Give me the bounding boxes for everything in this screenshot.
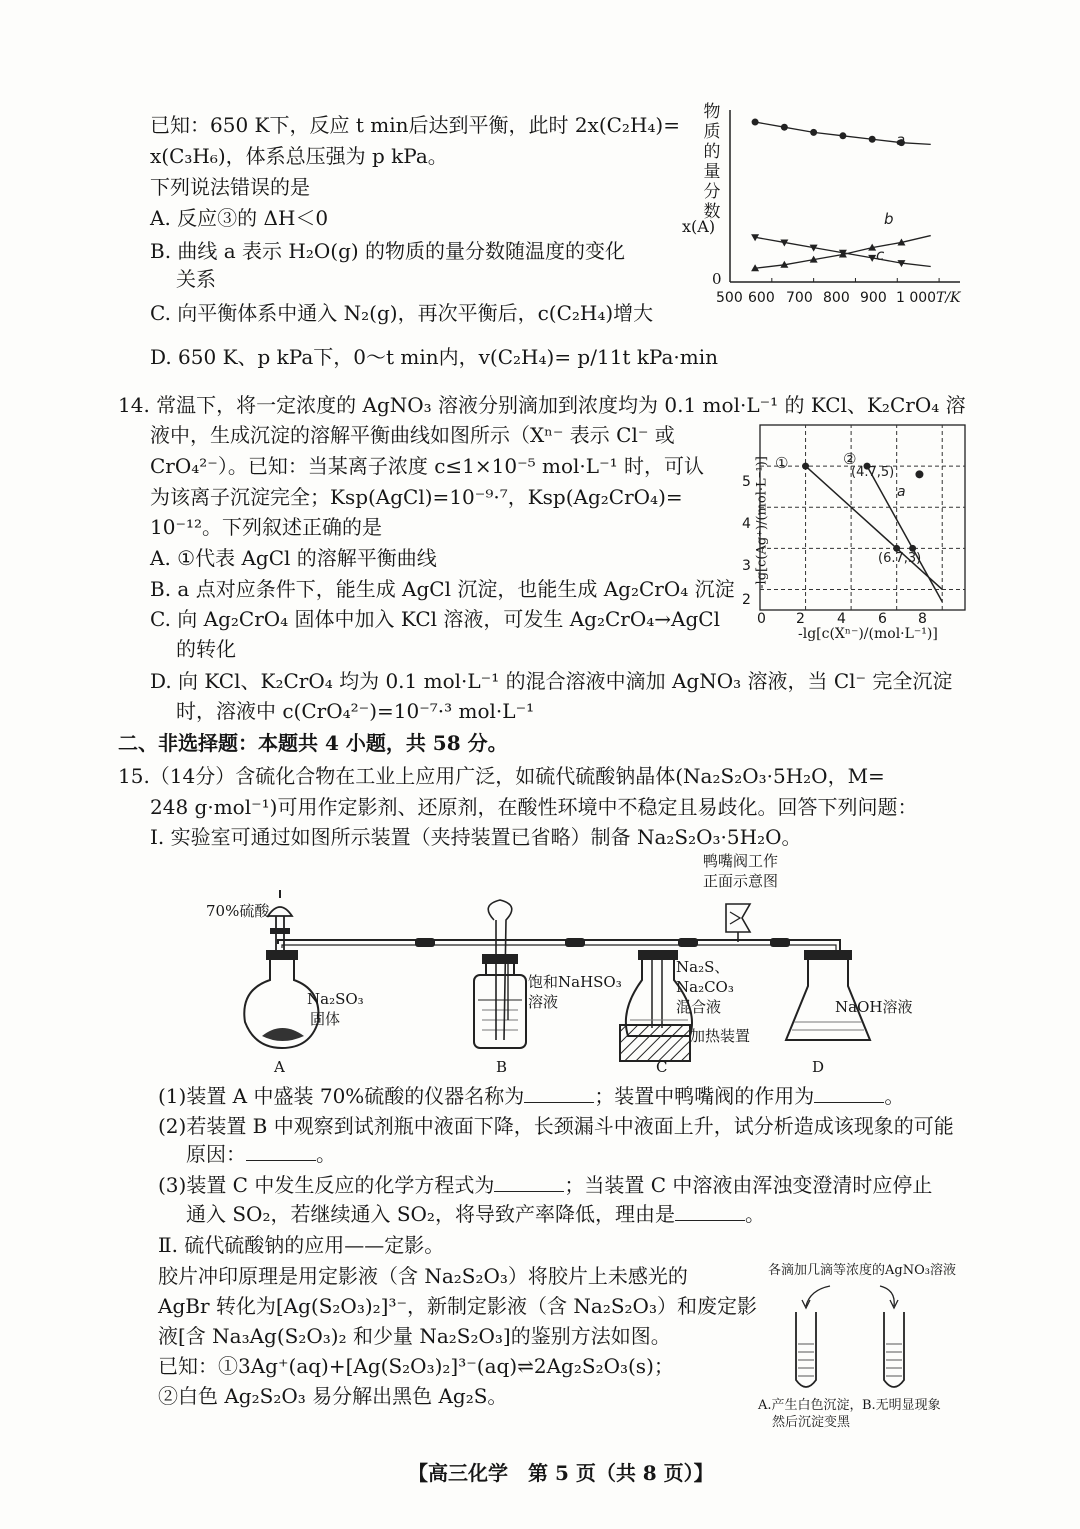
q14-xtick: 8 bbox=[918, 611, 927, 627]
q14-curve-① bbox=[806, 466, 943, 589]
q14-xtick: 6 bbox=[878, 611, 887, 627]
q13-ylabel-char: 质 bbox=[703, 122, 721, 142]
q15-q3-text-4: 。 bbox=[744, 1202, 765, 1226]
label-mixture: 混合液 bbox=[676, 998, 722, 1016]
q14-xtick: 0 bbox=[757, 611, 766, 627]
label-nahso3: 饱和NaHSO₃ bbox=[528, 973, 622, 991]
q15-q1-text-2: ；装置中鸭嘴阀的作用为 bbox=[594, 1084, 815, 1108]
connecting-tube bbox=[278, 940, 840, 952]
q15-question-1 bbox=[158, 1083, 904, 1109]
answer-blank[interactable] bbox=[494, 1173, 564, 1192]
heating-device bbox=[620, 1025, 690, 1061]
q14-option-a: A. ①代表 AgCl 的溶解平衡曲线 bbox=[150, 546, 437, 570]
q13-xtick: 600 bbox=[748, 290, 775, 306]
q13-xtick: 1 000 bbox=[896, 290, 937, 306]
label-na2co3: Na₂CO₃ bbox=[676, 978, 734, 996]
q13-point-a bbox=[869, 136, 876, 143]
q15-question-3 bbox=[158, 1172, 932, 1198]
q13-xtick: 700 bbox=[786, 290, 813, 306]
bottle-b bbox=[474, 900, 526, 1048]
q13-xtick: 500 bbox=[716, 290, 743, 306]
q13-point-a bbox=[810, 129, 817, 136]
arrow-to-tube-a bbox=[806, 1286, 830, 1306]
q13-ylabel-char: 的 bbox=[703, 142, 721, 162]
apparatus-diagram bbox=[190, 850, 890, 1080]
label-naoh: NaOH溶液 bbox=[835, 998, 913, 1016]
q14-xlabel: -lg[c(Xⁿ⁻)/(mol·L⁻¹)] bbox=[798, 626, 938, 642]
q13-ylabel-symbol: x(A) bbox=[682, 217, 716, 236]
q15-q3-text-3: 通入 SO₂，若继续通入 SO₂，将导致产率降低，理由是 bbox=[186, 1202, 675, 1226]
label-d: D bbox=[812, 1058, 825, 1076]
label-na2so3: Na₂SO₃ bbox=[307, 990, 364, 1008]
q15-q1-text-1: (1)装置 A 中盛装 70%硫酸的仪器名称为 bbox=[158, 1084, 525, 1108]
section-2-heading: 二、非选择题：本题共 4 小题，共 58 分。 bbox=[118, 731, 508, 755]
q14-curve1-label: ① bbox=[775, 454, 789, 472]
q15-question-2: (2)若装置 B 中观察到试剂瓶中液面下降，长颈漏斗中液面上升，试分析造成该现象的可能 bbox=[158, 1114, 954, 1138]
q13-point-a bbox=[839, 132, 846, 139]
q13-chart bbox=[720, 100, 980, 300]
q13-ylabel-char: 数 bbox=[703, 202, 721, 222]
q15-part2-line-3: 液[含 Na₃Ag(S₂O₃)₂ 和少量 Na₂S₂O₃]的鉴别方法如图。 bbox=[158, 1324, 671, 1348]
q13-ylabel-char: 量 bbox=[703, 162, 721, 182]
q13-curve-c-label: c bbox=[876, 246, 885, 264]
label-na2s: Na₂S、 bbox=[676, 958, 730, 976]
q15-q2-text-2: 原因： bbox=[186, 1142, 246, 1166]
q13-origin: 0 bbox=[712, 270, 722, 288]
q13-line-3: 下列说法错误的是 bbox=[150, 175, 310, 199]
q14-option-d: D. 向 KCl、K₂CrO₄ 均为 0.1 mol·L⁻¹ 的混合溶液中滴加 AgNO₃ 溶液，当 Cl⁻ 完全沉淀 bbox=[150, 669, 953, 693]
q14-line-5: 10⁻¹²。下列叙述正确的是 bbox=[150, 515, 383, 539]
q14-ytick: 3 bbox=[742, 558, 751, 574]
q14-ytick: 5 bbox=[742, 474, 751, 490]
q15-part2-known-1: 已知：①3Ag⁺(aq)+[Ag(S₂O₃)₂]³⁻(aq)⇌2Ag₂S₂O₃(s)； bbox=[158, 1354, 674, 1378]
answer-blank[interactable] bbox=[524, 1084, 594, 1103]
q14-point-a-label: a bbox=[897, 484, 906, 500]
q14-xtick: 4 bbox=[837, 611, 846, 627]
q15-q3-text-1: (3)装置 C 中发生反应的化学方程式为 bbox=[158, 1173, 495, 1197]
q15-q3-text-2: ；当装置 C 中溶液由浑浊变澄清时应停止 bbox=[564, 1173, 933, 1197]
q14-point-label-2: (6.7,3) bbox=[878, 551, 922, 566]
label-solid: 固体 bbox=[310, 1010, 341, 1028]
q14-point-label-1: (4.7,5) bbox=[851, 465, 895, 480]
connecting-tube-inner bbox=[282, 945, 836, 952]
q14-line-2: 液中，生成沉淀的溶解平衡曲线如图所示（Xⁿ⁻ 表示 Cl⁻ 或 bbox=[150, 423, 675, 447]
q14-option-c: C. 向 Ag₂CrO₄ 固体中加入 KCl 溶液，可发生 Ag₂CrO₄→AgCl bbox=[150, 607, 720, 631]
q15-part2-line-1: 胶片冲印原理是用定影液（含 Na₂S₂O₃）将胶片上未感光的 bbox=[158, 1264, 688, 1288]
q14-option-b: B. a 点对应条件下，能生成 AgCl 沉淀，也能生成 Ag₂CrO₄ 沉淀 bbox=[150, 577, 735, 601]
label-b: B bbox=[496, 1058, 508, 1076]
q13-option-d: D. 650 K、p kPa下，0～t min内，v(C₂H₄)= p/11t kPa·min bbox=[150, 345, 719, 369]
q15-q2-text-3: 。 bbox=[316, 1142, 336, 1166]
q13-curve-b-label: b bbox=[884, 210, 894, 228]
q15-question-3-cont bbox=[186, 1201, 765, 1227]
tube-a-result-2: 然后沉淀变黑 bbox=[772, 1415, 851, 1430]
q13-point-a bbox=[752, 119, 759, 126]
q13-point-a bbox=[781, 124, 788, 131]
q13-xtick: 800 bbox=[823, 290, 850, 306]
label-a: A bbox=[274, 1058, 285, 1076]
q13-line-2: x(C₃H₆)，体系总压强为 p kPa。 bbox=[150, 144, 448, 168]
q14-ytick: 4 bbox=[742, 516, 751, 532]
q14-option-c-cont: 的转化 bbox=[176, 637, 236, 661]
q15-intro-1: 15.（14分）含硫化合物在工业上应用广泛，如硫代硫酸钠晶体(Na₂S₂O₃·5H₂O，M= bbox=[118, 764, 885, 788]
q14-point-a bbox=[915, 470, 923, 478]
q13-curve-a-label: a bbox=[896, 131, 906, 149]
label-nahso3-solution: 溶液 bbox=[528, 993, 559, 1011]
q14-ytick: 2 bbox=[742, 592, 751, 608]
q13-option-c: C. 向平衡体系中通入 N₂(g)，再次平衡后，c(C₂H₄)增大 bbox=[150, 301, 654, 325]
q13-option-b-cont: 关系 bbox=[176, 267, 216, 291]
test-tubes-diagram bbox=[770, 1282, 950, 1402]
label-heater: 加热装置 bbox=[690, 1027, 751, 1045]
label-c: C bbox=[656, 1058, 668, 1076]
label-valve-1: 鸭嘴阀工作 bbox=[703, 852, 779, 870]
q13-ylabel-char: 分 bbox=[703, 182, 721, 202]
tube-a-result-1: A.产生白色沉淀， bbox=[758, 1398, 863, 1413]
q13-xlabel: T/K bbox=[936, 290, 961, 306]
q14-curve-point bbox=[802, 463, 809, 470]
q15-question-2-cont bbox=[186, 1141, 336, 1167]
q15-part2-line-2: AgBr 转化为[Ag(S₂O₃)₂]³⁻，新制定影液（含 Na₂S₂O₃）和废定影 bbox=[158, 1294, 757, 1318]
answer-blank[interactable] bbox=[675, 1202, 745, 1221]
q15-intro-3: Ⅰ. 实验室可通过如图所示装置（夹持装置已省略）制备 Na₂S₂O₃·5H₂O。 bbox=[150, 825, 802, 849]
flask-d bbox=[786, 950, 870, 1040]
answer-blank[interactable] bbox=[814, 1084, 884, 1103]
q14-ylabel: -lg[c(Ag⁺)/(mol·L⁻¹)] bbox=[754, 456, 770, 589]
answer-blank[interactable] bbox=[246, 1142, 316, 1161]
q14-line-3: CrO₄²⁻）。已知：当某离子浓度 c≤1×10⁻⁵ mol·L⁻¹ 时，可认 bbox=[150, 454, 705, 478]
label-valve-2: 正面示意图 bbox=[703, 872, 779, 890]
tube-b-result: B.无明显现象 bbox=[862, 1398, 941, 1413]
q13-line-1: 已知：650 K下，反应 t min后达到平衡，此时 2x(C₂H₄)= bbox=[150, 113, 680, 137]
page-footer: 【高三化学 第 5 页（共 8 页）】 bbox=[408, 1461, 714, 1485]
q14-option-d-cont: 时，溶液中 c(CrO₄²⁻)=10⁻⁷·³ mol·L⁻¹ bbox=[176, 699, 535, 723]
q14-xtick: 2 bbox=[796, 611, 805, 627]
q15-part2-known-2: ②白色 Ag₂S₂O₃ 易分解出黑色 Ag₂S。 bbox=[158, 1384, 508, 1408]
q14-curve2-label: ② bbox=[843, 450, 857, 468]
q13-xtick: 900 bbox=[860, 290, 887, 306]
q13-option-b: B. 曲线 a 表示 H₂O(g) 的物质的量分数随温度的变化 bbox=[150, 239, 626, 263]
q14-line-1: 14. 常温下，将一定浓度的 AgNO₃ 溶液分别滴加到浓度均为 0.1 mol·L⁻¹ 的 KCl、K₂CrO₄ 溶 bbox=[118, 393, 966, 417]
q14-chart bbox=[755, 420, 975, 630]
tubes-top-label: 各滴加几滴等浓度的AgNO₃溶液 bbox=[768, 1263, 956, 1278]
q15-intro-2: 248 g·mol⁻¹)可用作定影剂、还原剂，在酸性环境中不稳定且易歧化。回答下列问题： bbox=[150, 795, 918, 819]
q15-part2-title: Ⅱ. 硫代硫酸钠的应用——定影。 bbox=[158, 1233, 445, 1257]
label-70-sulfuric-acid: 70%硫酸 bbox=[206, 902, 270, 920]
q14-line-4: 为该离子沉淀完全；Ksp(AgCl)=10⁻⁹·⁷，Ksp(Ag₂CrO₄)= bbox=[150, 485, 683, 509]
q15-q1-text-3: 。 bbox=[884, 1084, 905, 1108]
q13-option-a: A. 反应③的 ΔH＜0 bbox=[150, 206, 329, 230]
q13-ylabel-char: 物 bbox=[703, 102, 721, 122]
duck-bill-valve bbox=[726, 904, 750, 942]
